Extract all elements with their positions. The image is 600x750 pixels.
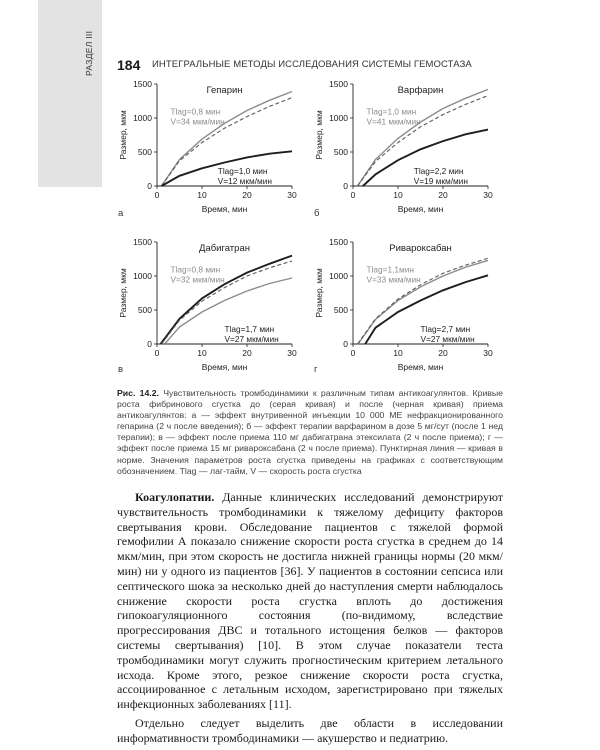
x-tick-label: 10 [197,348,207,358]
section-side-tab [38,0,102,187]
x-tick-label: 10 [197,190,207,200]
section-label: РАЗДЕЛ III [84,30,94,76]
chart-panel-d [313,228,513,378]
figure-caption [117,388,503,477]
x-tick-label: 20 [438,348,448,358]
chart-title: Ривароксабан [389,243,452,254]
y-tick-label: 500 [333,147,348,157]
y-tick-label: 500 [137,305,152,315]
annotation-text: Tlag=1,7 мин [224,323,275,334]
annotation-text: V=19 мкм/мин [413,175,468,186]
annotation-text: V=27 мкм/мин [420,333,475,344]
y-tick-label: 1500 [133,237,152,247]
x-tick-label: 10 [393,348,403,358]
y-tick-label: 0 [343,339,348,349]
x-axis-label: Время, мин [397,204,444,214]
chart-svg [313,228,513,378]
y-tick-label: 1000 [329,271,348,281]
page-number: 184 [117,57,141,73]
paragraph-heading: Коагулопатии. [135,490,215,504]
y-tick-label: 1500 [329,79,348,89]
y-tick-label: 1500 [329,237,348,247]
y-tick-label: 0 [343,181,348,191]
y-tick-label: 0 [147,181,152,191]
x-tick-label: 20 [242,348,252,358]
chart-panel-c [117,228,317,378]
paragraph-text: Данные клинических исследований демонстрируют чувствительность тромбодинамики к тяжелому дефициту факторов свертывания крови. Обследование пациентов с тяжелой формой гемофилии А показало снижение скорости роста сгустка в среднем до 14 мкм/мин, при этом скорость не достигла нижней границы нормы (20 мкм/мин) ни у одного из пациентов [36]. У пациентов в состоянии сепсиса или септического шока за несколько дней до наступления смерти наблюдалось снижение скорости роста сгустка вплоть до достижения гипокоагуляционного состояния (по-видимому, вследствие прогрессирования ДВС и тотального истощения белков — факторов системы свертывания) [10]. В этом случае показатели теста тромбодинамики могут служить прогностическим критерием летального исхода. Кроме этого, резкое снижение скорости роста сгустка, ассоциированное с летальным исходом, зарегистрировано при тяжелых инфекционных заболеваниях [11]. [117,490,503,712]
y-axis-label: Размер, мкм [118,268,128,318]
x-tick-label: 30 [483,348,493,358]
x-tick-label: 30 [483,190,493,200]
y-tick-label: 1000 [133,113,152,123]
y-axis-label: Размер, мкм [118,110,128,160]
chart-title: Варфарин [397,85,444,96]
x-tick-label: 0 [154,348,160,358]
y-tick-label: 500 [137,147,152,157]
panel-letter: б [314,208,320,219]
annotation-text: Tlag=2,2 мин [413,165,464,176]
annotation-text: Tlag=1,0 мин [366,106,417,117]
chart-panel-a [117,70,320,220]
caption-label: Рис. 14.2. [117,388,159,398]
y-axis-label: Размер, мкм [314,110,324,160]
annotation-text: V=12 мкм/мин [217,175,272,186]
annotation-text: Tlag=1,1мин [366,264,414,275]
panel-letter: в [118,364,124,375]
annotation-text: Tlag=2,7 мин [420,323,471,334]
x-tick-label: 30 [287,190,297,200]
panel-letter: г [314,364,318,375]
caption-text: Чувствительность тромбодинамики к различным типам антикоагулянтов. Кривые роста фибринового сгустка до (серая кривая) и после (черная кривая) приема антикоагулянтов: а — эффект внутривенной инъекции 10 000 МЕ нефракционированного гепарина (2 ч после введения); б — эффект терапии варфарином в дозе 5 мг/сут (после 1 нед терапии); в — эффект после приема 110 мг дабигатрана этексилата (2 ч после приема); г — эффект после приема 15 мг ривароксабана (2 ч после приема). Пунктирная линия — кривая в норме. Значения параметров роста сгустка приведены на графиках с соответствующим обозначением. Tlag — лаг-тайм, V — скорость роста сгустка [117,388,503,476]
x-axis-label: Время, мин [201,362,248,372]
annotation-text: V=34 мкм/мин [170,116,225,127]
x-tick-label: 0 [350,348,356,358]
annotation-text: Tlag=0,8 мин [170,264,221,275]
annotation-text: V=41 мкм/мин [366,116,421,127]
chart-title: Дабигатран [199,243,250,254]
annotation-text: Tlag=0,8 мин [170,106,221,117]
annotation-text: V=27 мкм/мин [224,333,279,344]
x-tick-label: 0 [154,190,160,200]
body-text [117,490,503,746]
chart-title: Гепарин [206,85,243,96]
x-tick-label: 0 [350,190,356,200]
annotation-text: Tlag=1,0 мин [217,165,268,176]
y-tick-label: 1500 [133,79,152,89]
chart-svg [313,70,513,220]
annotation-text: V=32 мкм/мин [170,274,225,285]
y-tick-label: 1000 [329,113,348,123]
running-title: ИНТЕГРАЛЬНЫЕ МЕТОДЫ ИССЛЕДОВАНИЯ СИСТЕМЫ ГЕМОСТАЗА [152,59,472,70]
x-tick-label: 20 [438,190,448,200]
panel-letter: а [118,208,124,219]
x-tick-label: 10 [393,190,403,200]
y-tick-label: 0 [147,339,152,349]
chart-svg [117,228,317,378]
paragraph [117,490,503,712]
chart-panel-b [313,70,513,220]
y-tick-label: 1000 [133,271,152,281]
annotation-text: V=33 мкм/мин [366,274,421,285]
x-tick-label: 30 [287,348,297,358]
paragraph: Отдельно следует выделить две области в исследовании информативности тромбодинамики — акушерство и педиатрию. [117,715,503,745]
chart-svg [117,70,320,220]
x-tick-label: 20 [242,190,252,200]
x-axis-label: Время, мин [201,204,248,214]
y-axis-label: Размер, мкм [314,268,324,318]
y-tick-label: 500 [333,305,348,315]
x-axis-label: Время, мин [397,362,444,372]
